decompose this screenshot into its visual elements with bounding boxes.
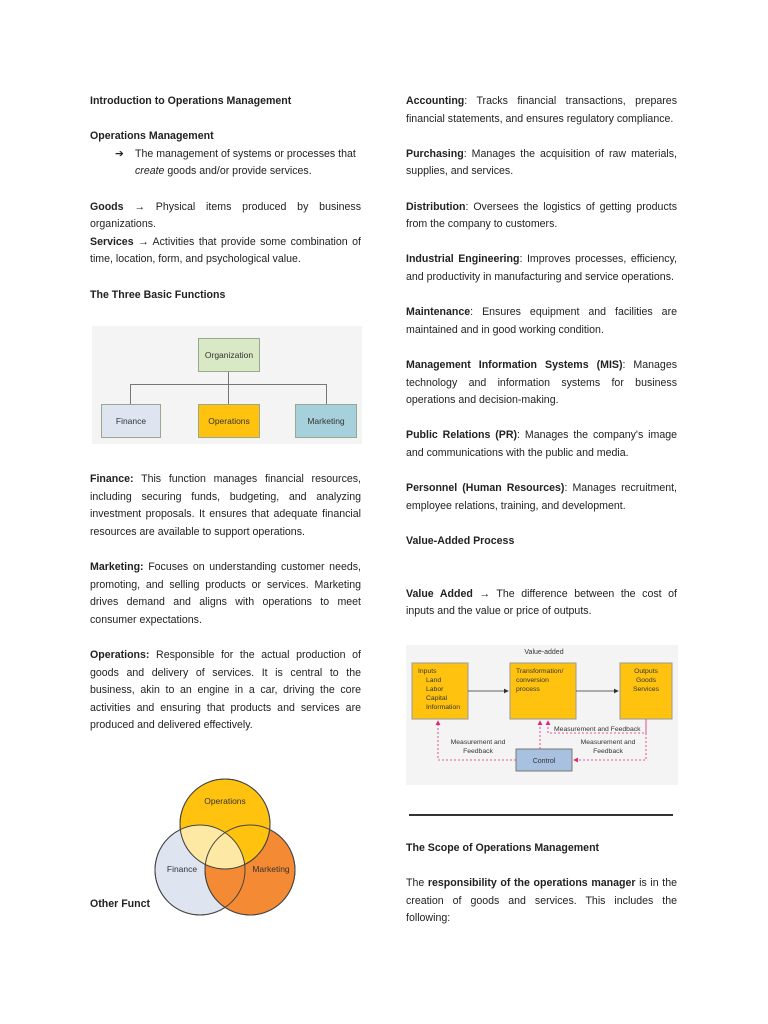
- inputs-item: Land: [426, 677, 442, 684]
- distribution-paragraph: Distribution: Oversees the logistics of getting products from the company to customers.: [406, 200, 677, 231]
- transformation-label: process: [516, 686, 540, 693]
- feedback-label-left: Feedback: [463, 748, 493, 755]
- inputs-item: Information: [426, 704, 461, 711]
- org-box-finance: Finance: [101, 404, 161, 438]
- doc-title: Introduction to Operations Management: [90, 95, 292, 107]
- org-connector: [228, 371, 229, 384]
- inputs-title: Inputs: [418, 668, 437, 675]
- three-functions-heading: The Three Basic Functions: [90, 288, 226, 301]
- value-added-diagram: [406, 645, 678, 785]
- pr-paragraph: Public Relations (PR): Manages the company's image and communications with the public and media.: [406, 429, 677, 459]
- maintenance-paragraph: Maintenance: Ensures equipment and facilities are maintained and in good working condition.: [406, 306, 677, 336]
- scope-heading: The Scope of Operations Management: [406, 842, 600, 854]
- left-column-lower: [90, 471, 361, 735]
- finance-paragraph: Finance: This function manages financial resources, including securing funds, budgeting, and analyzing investment proposals. It ensures that adequate financial resources are available to support operations.: [90, 473, 361, 538]
- control-label: Control: [532, 758, 556, 765]
- marketing-paragraph: Marketing: Focuses on understanding customer needs, promoting, and selling products or services. Marketing drives demand and aligns with operations to meet consumer expectations.: [90, 560, 361, 626]
- inputs-item: Labor: [426, 686, 444, 693]
- venn-diagram: [150, 772, 300, 920]
- left-column: [90, 93, 361, 304]
- org-connector: [130, 384, 131, 404]
- transformation-label: Transformation/: [516, 668, 564, 675]
- org-box-marketing: Marketing: [295, 404, 357, 438]
- feedback-label-right: Feedback: [593, 748, 623, 755]
- personnel-paragraph: Personnel (Human Resources): Manages recruitment, employee relations, training, and development.: [406, 482, 677, 512]
- right-column-lower: [406, 840, 677, 928]
- org-connector: [228, 384, 229, 404]
- om-bullet: [90, 146, 361, 181]
- venn-label-operations: Operations: [204, 796, 246, 806]
- outputs-title: Outputs: [634, 668, 658, 675]
- va-title: Value-added: [524, 649, 564, 656]
- om-definition: The management of systems or processes that create goods and/or provide services.: [135, 147, 356, 178]
- arrow-icon: ➔: [115, 147, 124, 160]
- feedback-label-left: Measurement and: [450, 739, 506, 746]
- venn-label-finance: Finance: [166, 864, 198, 874]
- org-connector: [326, 384, 327, 404]
- inputs-item: Capital: [426, 695, 448, 702]
- horizontal-rule: [409, 814, 673, 816]
- operations-paragraph: Operations: Responsible for the actual production of goods and delivery of services. It is central to the business, akin to an engine in a car, driving the core activities and ensuring that products and services are produced and delivered effectively.: [90, 648, 361, 732]
- industrial-engineering-paragraph: Industrial Engineering: Improves processes, efficiency, and productivity in manufacturing and service operations.: [406, 253, 677, 283]
- goods-definition: Goods → Physical items produced by business organizations.: [90, 200, 361, 231]
- outputs-item: Goods: [635, 677, 657, 684]
- org-box-operations: Operations: [198, 404, 260, 438]
- right-column: [406, 93, 677, 621]
- feedback-label-right: Measurement and: [580, 739, 636, 746]
- org-box-organization: Organization: [198, 338, 260, 372]
- other-functions-heading: Other Funct: [90, 898, 151, 910]
- services-definition: Services → Activities that provide some combination of time, location, form, and psychological value.: [90, 235, 361, 266]
- accounting-paragraph: Accounting: Tracks financial transactions, prepares financial statements, and ensures regulatory compliance.: [406, 95, 677, 125]
- org-chart-figure: [92, 326, 362, 444]
- purchasing-paragraph: Purchasing: Manages the acquisition of raw materials, supplies, and services.: [406, 147, 677, 178]
- venn-label-marketing: Marketing: [252, 864, 290, 874]
- feedback-label-top: Measurement and Feedback: [554, 726, 641, 733]
- value-added-definition: Value Added → The difference between the cost of inputs and the value or price of outputs.: [406, 587, 678, 618]
- scope-paragraph: The responsibility of the operations manager is in the creation of goods and services. This includes the following:: [406, 877, 677, 925]
- value-added-heading: Value-Added Process: [406, 534, 515, 547]
- mis-paragraph: Management Information Systems (MIS): Manages technology and information systems for business operations and decision-making.: [406, 358, 678, 407]
- outputs-item: Services: [632, 686, 660, 693]
- transformation-label: conversion: [516, 677, 549, 684]
- om-heading: Operations Management: [90, 130, 214, 143]
